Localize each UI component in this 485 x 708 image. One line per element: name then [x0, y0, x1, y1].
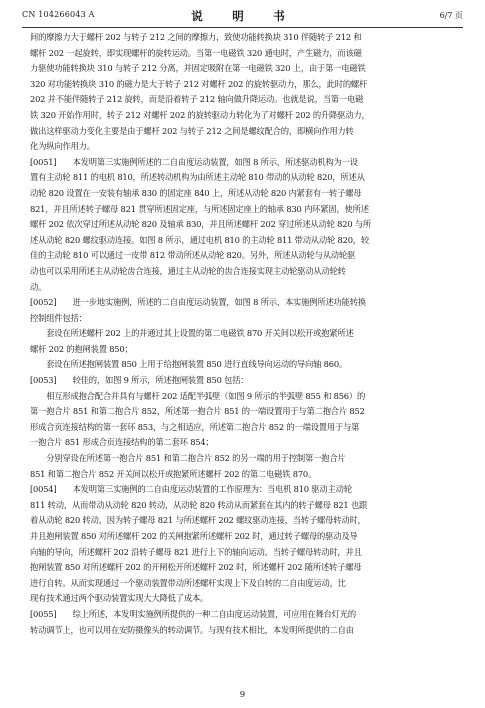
text-line: 并且抱闸装置 850 对所述螺杆 202 的关闸抱紧所述螺杆 202 时，通过转子螺母的驱动及导 — [30, 531, 358, 541]
text-line: [0053] 较佳的，如图 9 所示，所述抱闸装置 850 包括： — [30, 375, 249, 386]
text-line: 第一抱合片 851 和第二抱合片 852，所述第一抱合片 851 的一端设置用于与第二抱合片 852 — [30, 406, 365, 417]
text-line: 分别穿设在所述第一抱合片 851 和第二抱合片 852 的另一端的用于控制第一抱合片 — [30, 453, 346, 464]
header-rule — [22, 27, 463, 28]
text-line: 做出这样驱动力变化主要是由于螺杆 202 与转子 212 之间是螺纹配合的，即横向作用力转 — [30, 125, 354, 136]
document-title: 说 明 书 — [191, 9, 294, 23]
text-line: 述从动轮 820 螺纹驱动连接。如图 8 所示，通过电机 810 的主动轮 811 带动从动轮 820，较 — [30, 234, 369, 245]
text-line: 抱闸装置 850 对所述螺杆 202 的开闸松开所述螺杆 202 时，所述螺杆 202 随所述转子螺母 — [30, 562, 362, 573]
text-line: [0051] 本发明第三实施例所述的二自由度运动装置，如图 8 所示，所述驱动机构为一设 — [30, 156, 358, 167]
text-line: 821，并且所述转子螺母 821 贯穿所述固定座，与所述固定座上的轴承 830 内环紧固，使所述 — [30, 203, 369, 214]
text-line: 811 转动，从而带动从动轮 820 转动，从动轮 820 转动从而紧套在其内的转子螺母 821 也跟 — [30, 499, 368, 510]
text-line: 相互形成抱合配合并具有与螺杆 202 适配半弧壁（如图 9 所示的半弧壁 855 和 856）的 — [30, 390, 366, 401]
document-body — [30, 30, 455, 638]
page-number: 9 — [239, 690, 246, 700]
text-line: 间的摩擦力大于螺杆 202 与转子 212 之间的摩擦力，致使功能转换块 310 伴随转子 212 和 — [30, 32, 362, 42]
text-line: 320 对功能转换块 310 的磁力是大于转子 212 对螺杆 202 的旋转驱动力，那么，此时的螺杆 — [30, 78, 368, 89]
text-line: 进行自转。从而实现通过一个驱动装置带动所述螺杆实现上下及自转的二自由度运动，比 — [30, 577, 346, 588]
text-line: [0054] 本发明第三实施例的二自由度运动装置的工作原理为：当电机 810 驱动主动轮 — [30, 484, 352, 495]
text-line: 现有技术通过两个驱动装置实现大大降低了成本。 — [30, 593, 209, 604]
text-line: 铁 320 开始作用时，转子 212 对螺杆 202 的旋转驱动力转化为了对螺杆 202 的升降驱动力， — [30, 109, 370, 120]
text-line: 力驱使功能转换块 310 与转子 212 分离，并固定吸附在第一电磁铁 320 上，由于第一电磁铁 — [30, 63, 366, 74]
text-line: 动也可以采用所述主从动轮齿合连接，通过主从动轮的齿合连接实现主动轮驱动从动轮转 — [30, 265, 346, 276]
text-line: 佳的主动轮 810 可以通过一皮带 812 带动所述从动轮 820。另外，所述从动轮与从动轮驱 — [30, 250, 356, 261]
page-header — [22, 8, 463, 26]
text-line: 螺杆 202 的抱闸装置 850； — [30, 343, 133, 354]
text-line: 化为纵向作用力。 — [30, 141, 95, 152]
text-line: 动轮 820 设置在一安装有轴承 830 的固定座 840 上，所述从动轮 820 内紧套有一转子螺母 — [30, 187, 362, 198]
page-counter: 6/7 页 — [439, 11, 463, 20]
text-line: 202 并不能伴随转子 212 旋转，而是沿着转子 212 轴向做升降运动。也就是说，当第一电磁 — [30, 94, 364, 105]
text-line: [0055] 综上所述，本发明实施例所提供的一种二自由度运动装置，可应用在舞台灯光的 — [30, 608, 356, 619]
text-line: 向轴的导向，所述螺杆 202 沿转子螺母 821 进行上下的轴向运动。当转子螺母转动时，并且 — [30, 546, 362, 557]
text-line: 一抱合片 851 形成合页连接结构的第二套环 854； — [30, 437, 214, 448]
text-line: 着从动轮 820 转动，因为转子螺母 821 与所述螺杆 202 螺纹驱动连接，当转子螺母转动时， — [30, 515, 366, 526]
document-number: CN 104266043 A — [22, 10, 95, 19]
text-line: 控制组件包括： — [30, 312, 87, 323]
text-line: 套设在所述螺杆 202 上的并通过其上设置的第二电磁铁 870 开关间以松开或抱紧所述 — [30, 328, 354, 339]
text-line: 置有主动轮 811 的电机 810，所述转动机构为由所述主动轮 810 带动的从动轮 820，所述从 — [30, 172, 365, 183]
text-line: 螺杆 202 一起旋转，即实现螺杆的旋转运动。当第一电磁铁 320 通电时，产生磁力，而该磁 — [30, 47, 362, 58]
text-line: 转动调节上，也可以用在安防摄像头的转动调节。与现有技术相比，本发明所提供的二自由 — [30, 624, 354, 635]
text-line: 形成合页连接结构的第一套环 853，与之相适应，所述第二抱合片 852 的一端设置用于与第 — [30, 421, 360, 432]
text-line: 851 和第二抱合片 852 开关间以松开或抱紧所述螺杆 202 的第二电磁铁 870。 — [30, 468, 317, 479]
text-line: 套设在所述抱闸装置 850 上用于给抱闸装置 850 进行直线导向运动的导向轴 860。 — [30, 359, 347, 370]
text-line: 动。 — [30, 281, 47, 292]
text-line: [0052] 进一步地实施例，所述的二自由度运动装置，如图 8 所示，本实施例所述功能转换 — [30, 297, 366, 308]
text-line: 螺杆 202 依次穿过所述从动轮 820 及轴承 830，并且所述螺杆 202 穿过所述从动轮 820 与所 — [30, 219, 372, 230]
